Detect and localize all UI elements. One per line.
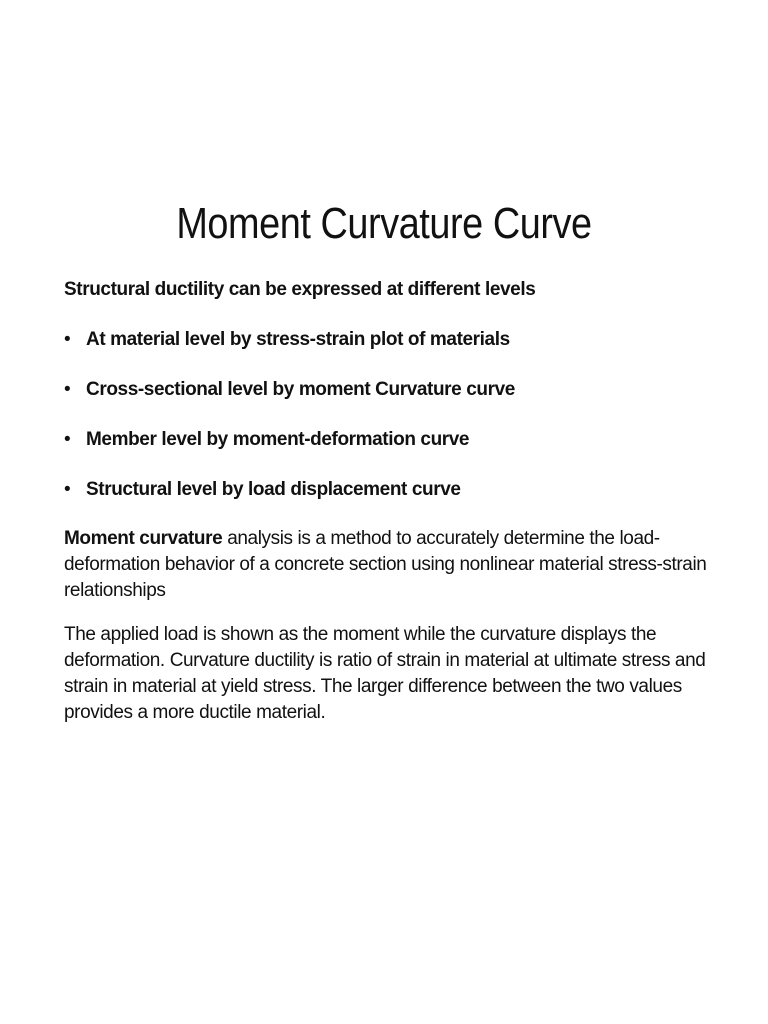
paragraph-text: analysis is a method to accurately determine the load-deformation behavior of a concrete section using nonlinear material stress-strain relationships (64, 528, 707, 601)
moment-curvature-paragraph (64, 526, 724, 604)
list-item-text: At material level by stress-strain plot of materials (86, 329, 510, 350)
list-item (64, 376, 724, 404)
list-item-text: Member level by moment-deformation curve (86, 429, 470, 450)
list-item (64, 426, 724, 454)
list-item-text: Cross-sectional level by moment Curvature curve (86, 379, 515, 400)
list-item-text: Structural level by load displacement curve (86, 479, 461, 500)
lead-text: Structural ductility can be expressed at different levels (64, 279, 536, 300)
slide-body (64, 276, 724, 744)
bullet-icon: • (64, 379, 71, 400)
list-item (64, 476, 724, 504)
list-item (64, 326, 724, 354)
curvature-ductility-paragraph: The applied load is shown as the moment while the curvature displays the deformation. Curvature ductility is ratio of strain in material at ultimate stress and strain in material at yield stress. The larger difference between the two values provides a more ductile material. (64, 624, 706, 723)
bullet-icon: • (64, 429, 71, 450)
ductility-levels-list (64, 326, 724, 504)
bullet-icon: • (64, 479, 71, 500)
paragraph-strong-text: Moment curvature (64, 528, 223, 549)
slide-title: Moment Curvature Curve (176, 199, 592, 248)
bullet-icon: • (64, 329, 71, 350)
